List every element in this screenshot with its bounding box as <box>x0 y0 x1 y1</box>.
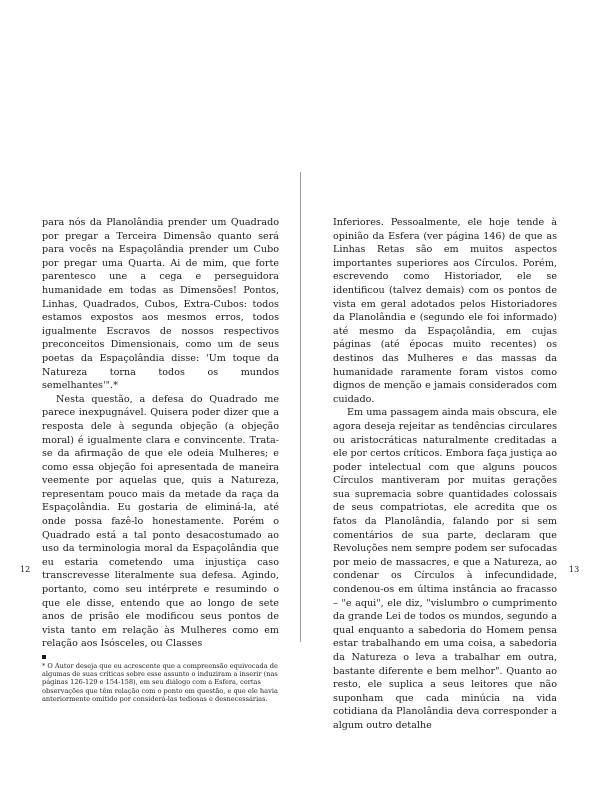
right-paragraph-2: Em uma passagem ainda mais obscura, ele agora deseja rejeitar as tendências circulares ou aristocráticas naturalmente creditadas a ele por certos críticos. Embora faça justiça ao poder intelectual com que alguns poucos Círculos mantiveram por muitas gerações sua supremacia sobre quantidades colossais de seus compatriotas, ele acredita que os fatos da Planolândia, falando por si sem comentários de sua parte, declaram que Revoluções nem sempre podem ser sufocadas por meio de massacres, e que a Natureza, ao condenar os Círculos à infecundidade, condenou-os em última instância ao fracasso – "e aqui", ele diz, "vislumbro o cumprimento da grande Lei de todos os mundos, segundo a qual enquanto a sabedoria do Homem pensa estar trabalhando em uma coisa, a sabedoria da Natureza o leva a trabalhar em outra, bastante diferente e bem melhor". Quanto ao resto, ele suplica a seus leitores que não suponham que cada minúcia na vida cotidiana da Planolândia deva corresponder a algum outro detalhe <box>333 407 557 731</box>
left-page <box>42 216 279 703</box>
page-number-right: 13 <box>569 565 580 574</box>
footnote <box>42 655 279 703</box>
footnote-text: * O Autor deseja que eu acrescente que a compreensão equivocada de algumas de suas críticas sobre esse assunto o induziram a inserir (nas páginas 126-129 e 154-158), em seu diálogo com a Esfera, certas observações que têm relação com o ponto em questão, e que ele havia anteriormente omitido por considerá-las tediosas e desnecessárias. <box>42 662 278 703</box>
right-page <box>333 216 557 733</box>
right-paragraph-1: Inferiores. Pessoalmente, ele hoje tende à opinião da Esfera (ver página 146) de que as Linhas Retas são em muitos aspectos importantes superiores aos Círculos. Porém, escrevendo como Historiador, ele se identificou (talvez demais) com os pontos de vista em geral adotados pelos Historiadores da Planolândia e (segundo ele foi informado) até mesmo da Espaçolândia, em cujas páginas (até épocas muito recentes) os destinos das Mulheres e das massas da humanidade raramente foram vistos como dignos de menção e jamais considerados com cuidado. <box>333 217 557 405</box>
footnote-marker <box>42 655 46 659</box>
page-number-left: 12 <box>20 565 31 574</box>
left-paragraph-2: Nesta questão, a defesa do Quadrado me parece inexpugnável. Quisera poder dizer que a resposta dele à segunda objeção (a objeção moral) é igualmente clara e convincente. Trata-se da afirmação de que ele odeia Mulheres; e como essa objeção foi apresentada de maneira veemente por aquelas que, quis a Natureza, representam pouco mais da metade da raça da Espaçolândia. Eu gostaria de eliminá-la, até onde possa fazê-lo honestamente. Porém o Quadrado está a tal ponto desacostumado ao uso da terminologia moral da Espaçolândia que eu estaria cometendo uma injustiça caso transcrevesse literalmente sua defesa. Agindo, portanto, como seu intérprete e resumindo o que ele disse, entendo que ao longo de sete anos de prisão ele modificou seus pontos de vista tanto em relação às Mulheres como em relação aos Isósceles, ou Classes <box>42 393 279 650</box>
left-paragraph-1: para nós da Planolândia prender um Quadrado por pregar a Terceira Dimensão quanto será para vocês na Espaçolândia prender um Cubo por pregar uma Quarta. Ai de mim, que forte parentesco une a cega e perseguidora humanidade em todas as Dimensões! Pontos, Linhas, Quadrados, Cubos, Extra-Cubos: todos estamos expostos aos mesmos erros, todos igualmente Escravos de nossos respectivos preconceitos Dimensionais, como um de seus poetas da Espaçolândia disse: 'Um toque da Natureza torna todos os mundos semelhantes'".* <box>42 217 279 392</box>
book-gutter <box>300 172 301 642</box>
